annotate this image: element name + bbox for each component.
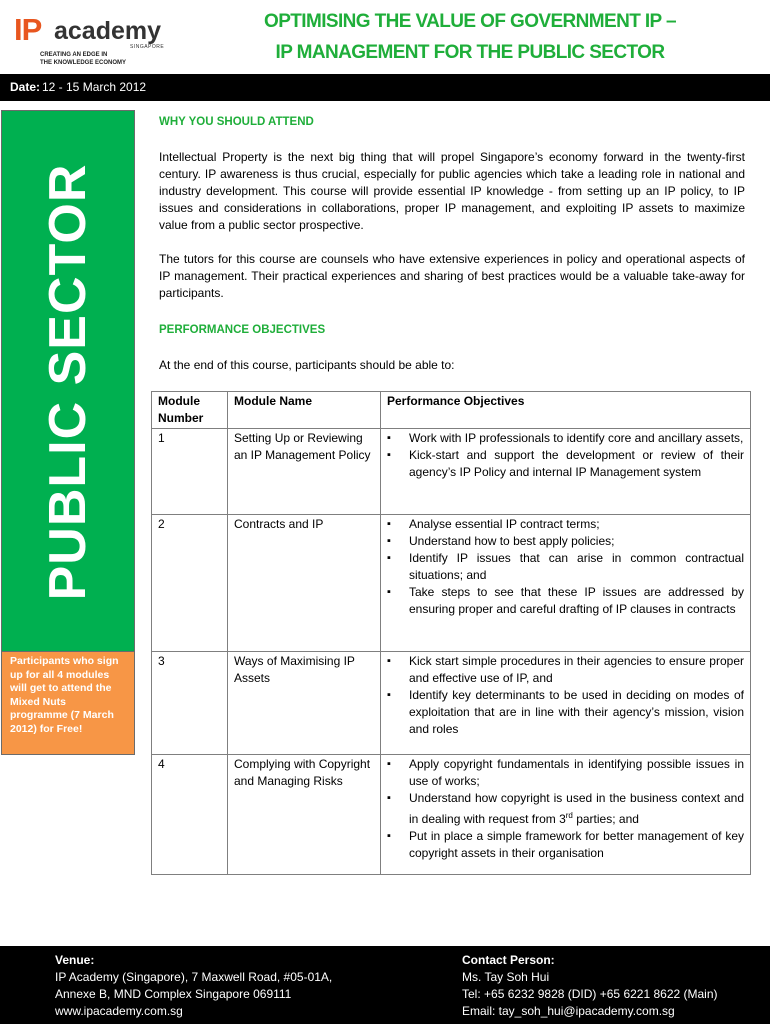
objective-item: ▪ Kick start simple procedures in their agencies to ensure proper and effective use of IP, and (387, 653, 744, 687)
ip-academy-logo (14, 12, 174, 66)
logo-ip-text: IP (14, 12, 42, 47)
title-line-1: OPTIMISING THE VALUE OF GOVERNMENT IP – (264, 11, 676, 32)
objective-item: ▪ Understand how to best apply policies; (387, 533, 744, 550)
module-name: Contracts and IP (228, 515, 381, 652)
venue-label: Venue: (55, 953, 95, 967)
module-name: Setting Up or Reviewing an IP Management Policy (228, 429, 381, 515)
objective-item: ▪ Work with IP professionals to identify core and ancillary assets, (387, 430, 744, 447)
logo-country: SINGAPORE (130, 44, 165, 50)
module-number: 3 (152, 652, 228, 755)
page-title (196, 6, 744, 68)
table-row (152, 755, 751, 875)
date-label: Date: (10, 80, 41, 94)
footer-bar (0, 946, 770, 1024)
side-banner-text: PUBLIC SECTOR (39, 163, 97, 601)
venue-block (55, 952, 332, 1020)
venue-address-2: Annexe B, MND Complex Singapore 069111 (55, 987, 292, 1001)
objective-item: ▪ Kick-start and support the development or review of their agency’s IP Policy and internal IP Management system (387, 447, 744, 481)
module-number: 2 (152, 515, 228, 652)
module-name: Complying with Copyright and Managing Risks (228, 755, 381, 875)
logo-tagline-1: CREATING AN EDGE IN (40, 52, 108, 58)
header-module-number: Module Number (152, 392, 228, 429)
venue-address-1: IP Academy (Singapore), 7 Maxwell Road, #05-01A, (55, 970, 333, 984)
contact-phone: Tel: +65 6232 9828 (DID) +65 6221 8622 (Main) (462, 987, 718, 1001)
logo-academy-text: academy (54, 17, 162, 45)
objective-item: ▪ Put in place a simple framework for better management of key copyright assets in their organisation (387, 828, 744, 862)
module-number: 1 (152, 429, 228, 515)
objective-item: ▪ Analyse essential IP contract terms; (387, 516, 744, 533)
objective-item: ▪ Understand how copyright is used in the business context and in dealing with request from 3rd parties; and (387, 790, 744, 828)
table-row (152, 429, 751, 515)
objective-item: ▪ Identify IP issues that can arise in common contractual situations; and (387, 550, 744, 584)
contact-block (462, 952, 718, 1020)
performance-heading: PERFORMANCE OBJECTIVES (159, 324, 326, 336)
table-row (152, 515, 751, 652)
objectives-table (151, 391, 751, 875)
why-attend-paragraph-2: The tutors for this course are counsels who have extensive experiences in policy and operational aspects of IP management. Their practical experiences and sharing of best practices would be a valuable take-away for participants. (159, 252, 745, 300)
date-value: 12 - 15 March 2012 (42, 80, 147, 94)
objective-item: ▪ Take steps to see that these IP issues are addressed by ensuring proper and careful drafting of IP clauses in contracts (387, 584, 744, 618)
header-module-name: Module Name (228, 392, 381, 429)
module-objectives (381, 515, 751, 652)
promo-box: Participants who sign up for all 4 modules will get to attend the Mixed Nuts programme (7 March 2012) for Free! (1, 652, 135, 755)
module-name: Ways of Maximising IP Assets (228, 652, 381, 755)
why-attend-paragraph-1: Intellectual Property is the next big thing that will propel Singapore’s economy forward in the twenty-first century. IP awareness is thus crucial, especially for public agencies which take a leading role in national and industry development. This course will provide essential IP knowledge - from setting up an IP policy, to IP issues and considerations in collaborations, proper IP management, and exploiting IP assets to maximize value from a public sector prospective. (159, 150, 745, 232)
table-header-row (152, 392, 751, 429)
objective-item: ▪ Apply copyright fundamentals in identifying possible issues in use of works; (387, 756, 744, 790)
logo-tagline-2: THE KNOWLEDGE ECONOMY (40, 60, 127, 66)
table-row (152, 652, 751, 755)
performance-intro: At the end of this course, participants should be able to: (159, 358, 455, 372)
contact-label: Contact Person: (462, 953, 555, 967)
header-objectives: Performance Objectives (381, 392, 751, 429)
module-objectives (381, 429, 751, 515)
module-objectives (381, 755, 751, 875)
objective-item: ▪ Identify key determinants to be used in deciding on modes of exploitation that are in line with their agency’s mission, vision and roles (387, 687, 744, 738)
contact-name: Ms. Tay Soh Hui (462, 970, 550, 984)
date-bar (0, 74, 770, 101)
contact-email: Email: tay_soh_hui@ipacademy.com.sg (462, 1004, 675, 1018)
title-line-2: IP MANAGEMENT FOR THE PUBLIC SECTOR (275, 42, 665, 63)
module-number: 4 (152, 755, 228, 875)
logo-tagline (40, 51, 126, 67)
venue-website: www.ipacademy.com.sg (55, 1004, 183, 1018)
why-attend-heading: WHY YOU SHOULD ATTEND (159, 116, 314, 128)
module-objectives (381, 652, 751, 755)
